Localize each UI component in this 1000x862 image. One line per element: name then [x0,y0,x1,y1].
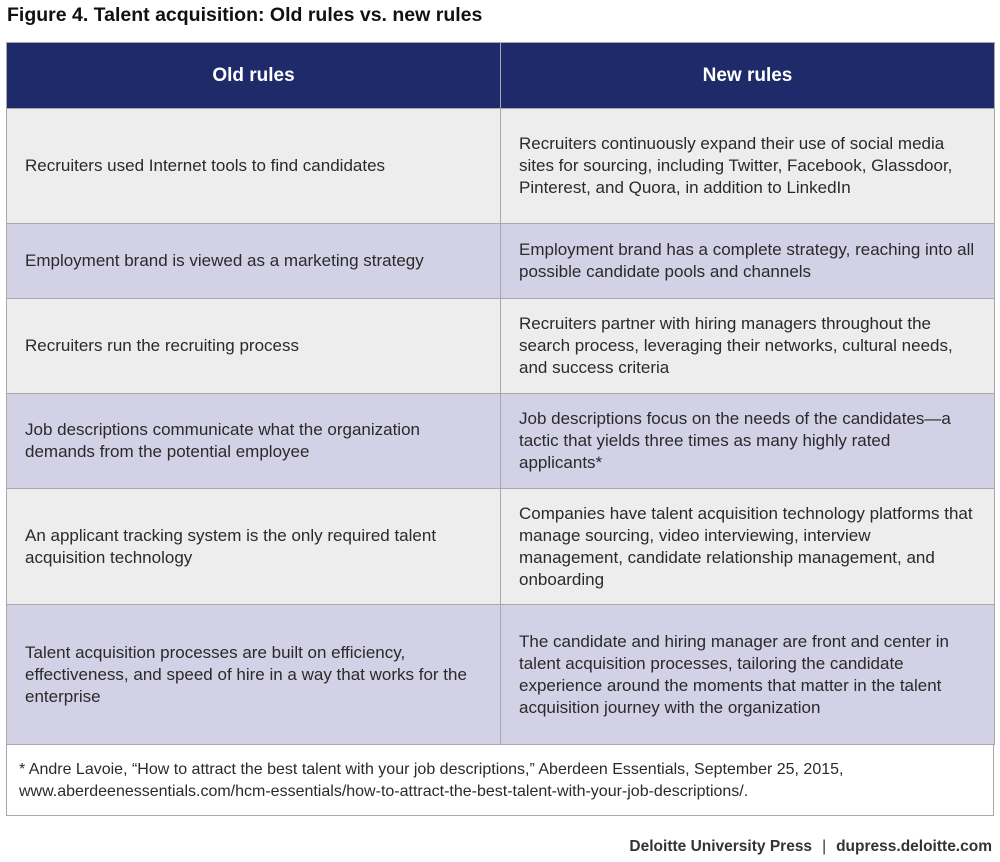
old-rule-cell: An applicant tracking system is the only required talent acquisition technology [7,489,501,605]
new-rule-cell: The candidate and hiring manager are front and center in talent acquisition processes, tailoring the candidate experience around the moments that matter in the talent acquisition journey with the organization [501,605,995,745]
publisher-name: Deloitte University Press [629,838,813,855]
table-row [7,109,995,224]
old-rule-cell: Job descriptions communicate what the organization demands from the potential employee [7,394,501,489]
new-rule-cell: Companies have talent acquisition technology platforms that manage sourcing, video interviewing, interview management, candidate relationship management, and onboarding [501,489,995,605]
source-credit [629,838,992,856]
new-rule-cell: Job descriptions focus on the needs of the candidates—a tactic that yields three times as many highly rated applicants* [501,394,995,489]
credit-separator: | [822,838,827,855]
figure-title: Figure 4. Talent acquisition: Old rules vs. new rules [7,4,483,26]
old-rule-cell: Talent acquisition processes are built on efficiency, effectiveness, and speed of hire in a way that works for the enterprise [7,605,501,745]
old-rule-cell: Recruiters run the recruiting process [7,299,501,394]
table-row [7,394,995,489]
footnote: * Andre Lavoie, “How to attract the best talent with your job descriptions,” Aberdeen Essentials, September 25, 2015, www.aberdeenessentials.com/hcm-essentials/how-to-attract-the-best-talent-with-your-job-descriptions/. [6,744,994,816]
column-header-old-rules: Old rules [7,43,501,109]
publisher-site: dupress.deloitte.com [836,838,992,855]
table-row [7,489,995,605]
table-row [7,224,995,299]
new-rule-cell: Employment brand has a complete strategy, reaching into all possible candidate pools and channels [501,224,995,299]
table-header-row [7,43,995,109]
new-rule-cell: Recruiters partner with hiring managers throughout the search process, leveraging their networks, cultural needs, and success criteria [501,299,995,394]
column-header-new-rules: New rules [501,43,995,109]
old-rule-cell: Recruiters used Internet tools to find candidates [7,109,501,224]
old-rule-cell: Employment brand is viewed as a marketing strategy [7,224,501,299]
rules-table [6,42,994,745]
table-row [7,299,995,394]
new-rule-cell: Recruiters continuously expand their use of social media sites for sourcing, including Twitter, Facebook, Glassdoor, Pinterest, and Quora, in addition to LinkedIn [501,109,995,224]
table-row [7,605,995,745]
